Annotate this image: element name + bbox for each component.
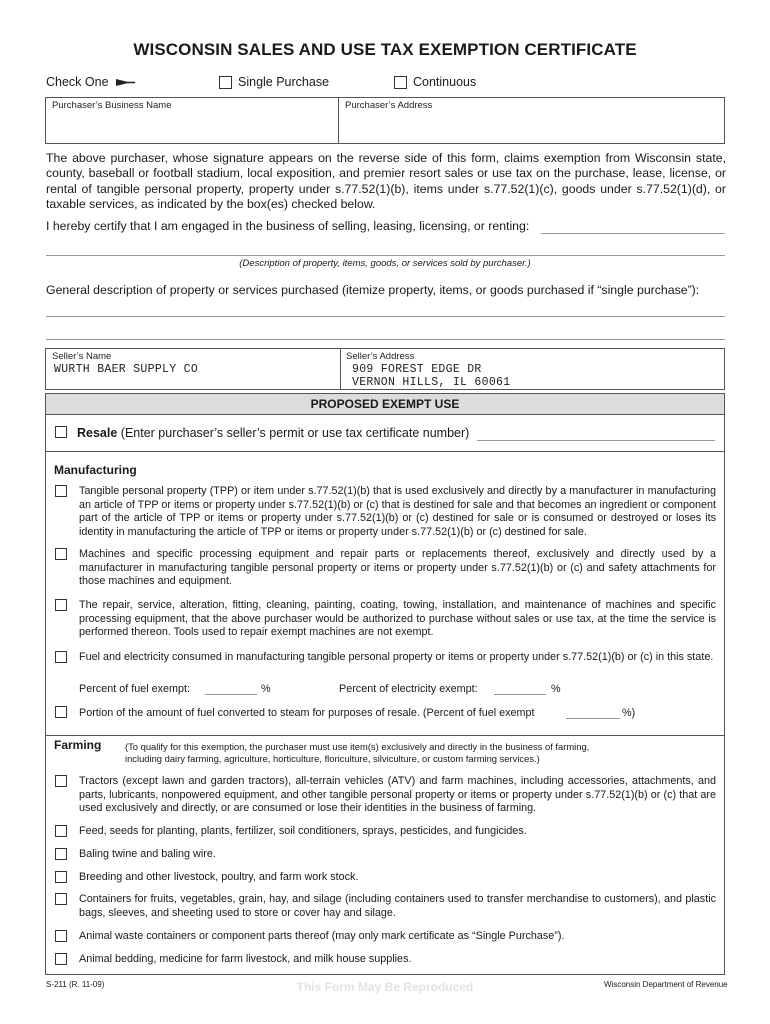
seller-address-line1[interactable]: 909 FOREST EDGE DR — [352, 363, 482, 376]
form-number: S-211 (R. 11-09) — [46, 980, 105, 989]
farming-heading: Farming — [54, 738, 102, 752]
farming-tractors-checkbox[interactable] — [55, 775, 67, 787]
fuel-percent-field[interactable] — [205, 694, 257, 695]
manufacturing-repair-checkbox[interactable] — [55, 599, 67, 611]
purchaser-name-field[interactable] — [45, 97, 339, 144]
electricity-percent-sign: % — [551, 683, 561, 695]
fuel-percent-label: Percent of fuel exempt: — [79, 683, 191, 695]
arrow-right-icon — [116, 77, 136, 88]
farming-bedding-text: Animal bedding, medicine for farm livestock, and milk house supplies. — [79, 953, 412, 965]
single-purchase-checkbox[interactable] — [219, 76, 232, 89]
seller-address-line2[interactable]: VERNON HILLS, IL 60061 — [352, 376, 511, 389]
resale-bold: Resale — [77, 426, 118, 440]
farming-note-line2: including dairy farming, agriculture, horticulture, floriculture, silviculture, or custom farming services.) — [125, 753, 540, 764]
farming-waste-checkbox[interactable] — [55, 930, 67, 942]
seller-section — [45, 348, 725, 390]
department-name: Wisconsin Department of Revenue — [604, 980, 728, 989]
resale-checkbox[interactable] — [55, 426, 67, 438]
electricity-percent-label: Percent of electricity exempt: — [339, 683, 478, 695]
purchaser-address-label: Purchaser’s Address — [345, 100, 433, 111]
purchased-description-line-2[interactable] — [46, 339, 725, 340]
description-caption: (Description of property, items, goods, or services sold by purchaser.) — [239, 258, 531, 269]
form-title: WISCONSIN SALES AND USE TAX EXEMPTION CERTIFICATE — [133, 40, 637, 59]
check-one-label: Check One — [46, 75, 109, 89]
farming-bedding-checkbox[interactable] — [55, 953, 67, 965]
farming-livestock-checkbox[interactable] — [55, 871, 67, 883]
farming-livestock-text: Breeding and other livestock, poultry, and farm work stock. — [79, 871, 359, 883]
manufacturing-heading: Manufacturing — [54, 463, 137, 477]
manufacturing-tpp-checkbox[interactable] — [55, 485, 67, 497]
steam-percent-field[interactable] — [566, 718, 620, 719]
purchaser-name-label: Purchaser’s Business Name — [52, 100, 172, 111]
electricity-percent-field[interactable] — [494, 694, 546, 695]
resale-text: (Enter purchaser’s seller’s permit or use tax certificate number) — [120, 426, 470, 440]
farming-feed-text: Feed, seeds for planting, plants, fertilizer, soil conditioners, sprays, pesticides, and fungicides. — [79, 825, 527, 837]
farming-containers-text: Containers for fruits, vegetables, grain, hay, and silage (including containers used to transfer merchandise to customers), and plastic bags, sleeves, and sheeting used to store or cover hay and silage. — [79, 893, 716, 919]
manufacturing-machines-checkbox[interactable] — [55, 548, 67, 560]
proposed-exempt-use-title: PROPOSED EXEMPT USE — [310, 397, 460, 411]
purchased-description-line-1[interactable] — [46, 316, 725, 317]
single-purchase-label: Single Purchase — [238, 75, 330, 89]
seller-name-value[interactable]: WURTH BAER SUPPLY CO — [54, 363, 199, 376]
farming-note-line1: (To qualify for this exemption, the purchaser must use item(s) exclusively and directly in the business of farming, — [125, 741, 590, 752]
farming-feed-checkbox[interactable] — [55, 825, 67, 837]
continuous-checkbox[interactable] — [394, 76, 407, 89]
intro-paragraph: The above purchaser, whose signature appears on the reverse side of this form, claims exemption from Wisconsin state, county, baseball or football stadium, local exposition, and premier resort sales or use tax on the purchase, lease, license, or rental of tangible personal property, property under s.77.52(1)(b), items under s.77.52(1)(c), goods under s.77.52(1)(d), or taxable services, as indicated by the box(es) checked below. — [46, 151, 726, 211]
farming-waste-text: Animal waste containers or component parts thereof (may only mark certificate as “Single Purchase”). — [79, 930, 565, 942]
certify-statement: I hereby certify that I am engaged in the business of selling, leasing, licensing, or renting: — [46, 219, 530, 233]
manufacturing-steam-text: Portion of the amount of fuel converted to steam for purposes of resale. (Percent of fuel exempt — [79, 707, 535, 719]
manufacturing-machines-text: Machines and specific processing equipment and repair parts or replacements thereof, exclusively and directly used by a manufacturer in manufacturing tangible personal property or items or property under s.77.52(1)(b) or (c) and safety attachments for those machines and equipment. — [79, 548, 716, 587]
continuous-label: Continuous — [413, 75, 477, 89]
seller-address-label: Seller’s Address — [346, 351, 415, 362]
business-description-line-2[interactable] — [46, 255, 725, 256]
manufacturing-repair-text: The repair, service, alteration, fitting, cleaning, painting, coating, towing, installation, and maintenance of machines and specific processing equipment, that the above purchaser would be authorized to purchase without sales or use tax, at the time the service is performed thereon. Tools used to repair exempt machines are not exempt. — [79, 599, 716, 638]
farming-twine-checkbox[interactable] — [55, 848, 67, 860]
farming-note — [125, 741, 589, 765]
resale-label — [77, 426, 469, 440]
steam-percent-end: %) — [622, 707, 636, 719]
manufacturing-fuel-checkbox[interactable] — [55, 651, 67, 663]
purchaser-address-field[interactable] — [338, 97, 725, 144]
seller-name-label: Seller’s Name — [52, 351, 112, 362]
fuel-percent-sign: % — [261, 683, 271, 695]
manufacturing-tpp-text: Tangible personal property (TPP) or item under s.77.52(1)(b) that is used exclusively and directly by a manufacturer in manufacturing an article of TPP or items or property under s.77.52(1)(b) or (c) that is destined for sale and that becomes an ingredient or component part of the article of TPP or items or property under s.77.52(1)(b) or (c) destined for sale or is consumed or destroyed or loses its identity in manufacturing the article of TPP or items or property under s.77.52(1)(b) or (c) destined for sale. — [79, 485, 716, 538]
watermark: This Form May Be Reproduced — [296, 980, 474, 994]
manufacturing-fuel-text: Fuel and electricity consumed in manufacturing tangible personal property or items or property under s.77.52(1)(b) or (c) in this state. — [79, 651, 714, 663]
proposed-exempt-use-header — [45, 393, 725, 415]
farming-twine-text: Baling twine and baling wire. — [79, 848, 216, 860]
general-description-label: General description of property or services purchased (itemize property, items, or goods purchased if “single purchase”): — [46, 283, 700, 297]
farming-tractors-text: Tractors (except lawn and garden tractors), all-terrain vehicles (ATV) and farm machines, including accessories, attachments, and parts, lubricants, nonpowered equipment, and other tangible personal property or items or property under s.77.52(1)(b) or (c) that are used exclusively and directly, or are consumed or lose their identities in the business of farming. — [79, 775, 716, 814]
farming-containers-checkbox[interactable] — [55, 893, 67, 905]
resale-permit-line[interactable] — [477, 440, 715, 441]
manufacturing-steam-checkbox[interactable] — [55, 706, 67, 718]
business-description-line[interactable] — [541, 233, 725, 234]
